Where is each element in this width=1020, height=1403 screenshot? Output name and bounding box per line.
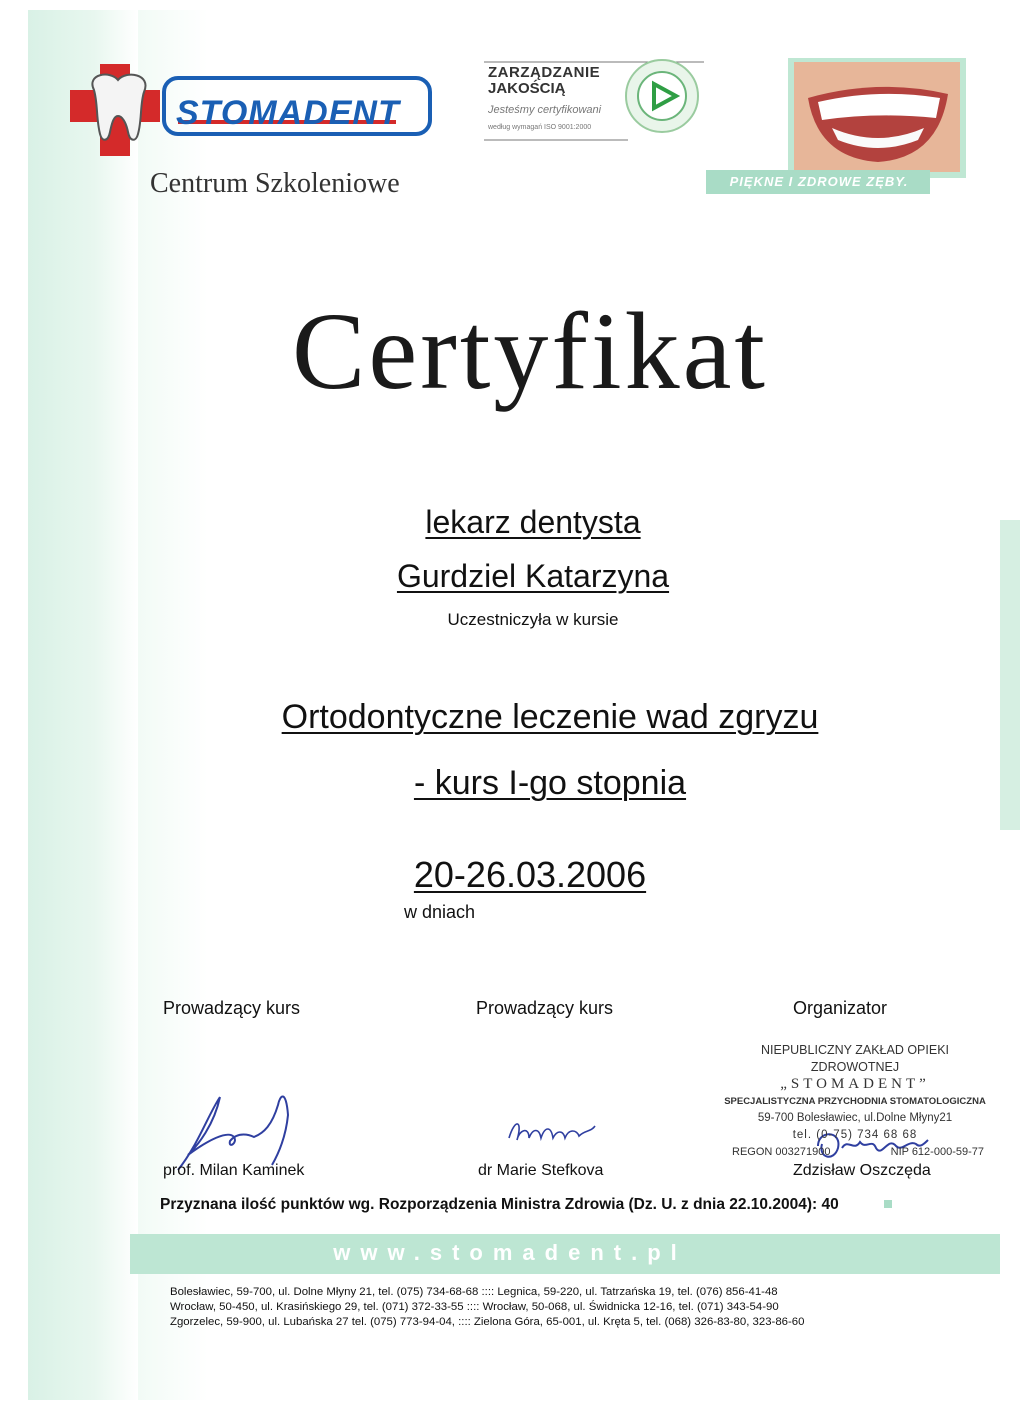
dates-label: w dniach: [404, 902, 476, 922]
left-signer-name: prof. Milan Kaminek: [163, 1162, 305, 1179]
stamp-line4: 59-700 Bolesławiec, ul.Dolne Młyny21: [757, 1112, 953, 1124]
address-line-2: Wrocław, 50-450, ul. Krasińskiego 29, tel. (071) 372-33-55 :::: Wrocław, 50-068, ul. Świdnicka 12-16, tel. (071) 343-54-90: [170, 1301, 779, 1313]
iso-certified-text: Jesteśmy certyfikowani: [488, 104, 602, 116]
smile-photo: [788, 58, 966, 178]
training-center-name: Centrum Szkoleniowe: [150, 168, 400, 199]
stamp-line3: SPECJALISTYCZNA PRZYCHODNIA STOMATOLOGICZNA: [724, 1096, 986, 1107]
iso-title-line2: JAKOŚCIĄ: [488, 80, 566, 97]
middle-signer-role: Prowadzący kurs: [476, 998, 614, 1018]
middle-signer-name: dr Marie Stefkova: [478, 1162, 604, 1179]
stamp-line2: „STOMADENT”: [780, 1076, 930, 1092]
signature-stefkova: [505, 1108, 605, 1154]
stamp-line5: tel. (0-75) 734 68 68: [792, 1129, 918, 1141]
points-marker: [884, 1200, 892, 1208]
website-url: www.stomadent.pl: [333, 1240, 687, 1265]
right-signer-name: Zdzisław Oszczęda: [793, 1162, 931, 1179]
address-line-1: Bolesławiec, 59-700, ul. Dolne Młyny 21, tel. (075) 734-68-68 :::: Legnica, 59-220, ul. Tatrzańska 19, tel. (076) 856-41-48: [170, 1286, 778, 1298]
left-signer-role: Prowadzący kurs: [163, 998, 301, 1018]
participation-text: Uczestniczyła w kursie: [447, 610, 619, 629]
photo-caption: PIĘKNE I ZDROWE ZĘBY.: [729, 174, 909, 189]
organizer-stamp: [720, 1042, 990, 1161]
awarded-points: Przyznana ilość punktów wg. Rozporządzenia Ministra Zdrowia (Dz. U. z dnia 22.10.2004): 40: [160, 1196, 839, 1213]
iso-requirement-text: według wymagań ISO 9001:2000: [488, 124, 592, 131]
stamp-regon: REGON 003271900: [732, 1146, 831, 1158]
course-dates: 20-26.03.2006: [413, 854, 647, 895]
logo-wordmark: STOMADENT: [176, 94, 400, 132]
profession: lekarz dentysta: [425, 504, 641, 540]
stamp-line1: NIEPUBLICZNY ZAKŁAD OPIEKI ZDROWOTNEJ: [760, 1043, 950, 1074]
participant-name: Gurdziel Katarzyna: [396, 558, 670, 594]
certificate-title: Certyfikat: [292, 290, 768, 412]
course-title-line1: Ortodontyczne leczenie wad zgryzu: [281, 698, 819, 736]
iso-title-line1: ZARZĄDZANIE: [488, 64, 601, 81]
address-line-3: Zgorzelec, 59-900, ul. Lubańska 27 tel. (075) 773-94-04, :::: Zielona Góra, 65-001, ul. Kręta 5, tel. (068) 326-83-80, 323-86-60: [170, 1316, 805, 1328]
right-signer-role: Organizator: [793, 998, 888, 1018]
stamp-nip: NIP 612-000-59-77: [890, 1146, 984, 1158]
course-title-line2: - kurs I-go stopnia: [413, 764, 687, 802]
